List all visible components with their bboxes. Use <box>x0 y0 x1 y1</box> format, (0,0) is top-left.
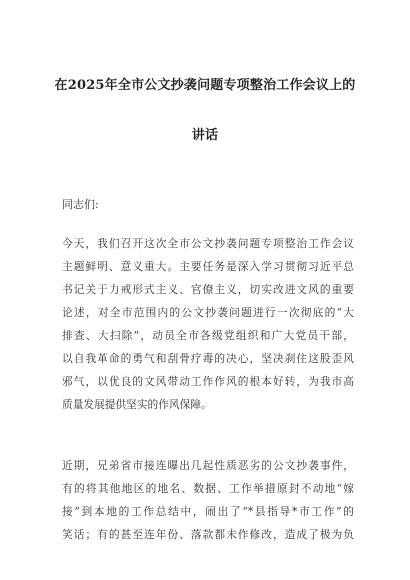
paragraph-1-line: 邪气，以优良的文风带动工作作风的根本好转，为我市高 <box>62 375 354 388</box>
paragraph-2-line: 笑话；有的甚至连年份、落款都未作修改，造成了极为负 <box>62 528 354 541</box>
paragraph-1-line: 质量发展提供坚实的作风保障。 <box>62 398 212 411</box>
greeting: 同志们: <box>62 198 99 211</box>
paragraph-2-line: 接”到本地的工作总结中，闹出了“*县指导*市工作”的 <box>62 505 354 518</box>
document-title-line-2: 讲话 <box>191 128 219 143</box>
paragraph-1-line: 今天，我们召开这次全市公文抄袭问题专项整治工作会议 <box>62 237 354 250</box>
paragraph-1-line: 论述，对全市范围内的公文抄袭问题进行一次彻底的“大 <box>62 306 354 319</box>
paragraph-2 <box>62 454 354 546</box>
paragraph-2-line: 近期，兄弟省市接连曝出几起性质恶劣的公文抄袭事件， <box>62 459 354 472</box>
paragraph-1-line: 排查、大扫除”，动员全市各级党组织和广大党员干部， <box>62 329 354 342</box>
document-title-line-1: 在2025年全市公文抄袭问题专项整治工作会议上的 <box>54 78 356 93</box>
paragraph-1-line: 主题鲜明、意义重大。主要任务是深入学习贯彻习近平总 <box>62 260 354 273</box>
paragraph-1-line: 书记关于力戒形式主义、官僚主义，切实改进文风的重要 <box>62 283 354 296</box>
paragraph-1 <box>62 232 354 416</box>
paragraph-1-line: 以自我革命的勇气和刮骨疗毒的决心，坚决刹住这股歪风 <box>62 352 354 365</box>
paragraph-2-line: 有的将其他地区的地名、数据、工作举措原封不动地“嫁 <box>62 482 354 495</box>
